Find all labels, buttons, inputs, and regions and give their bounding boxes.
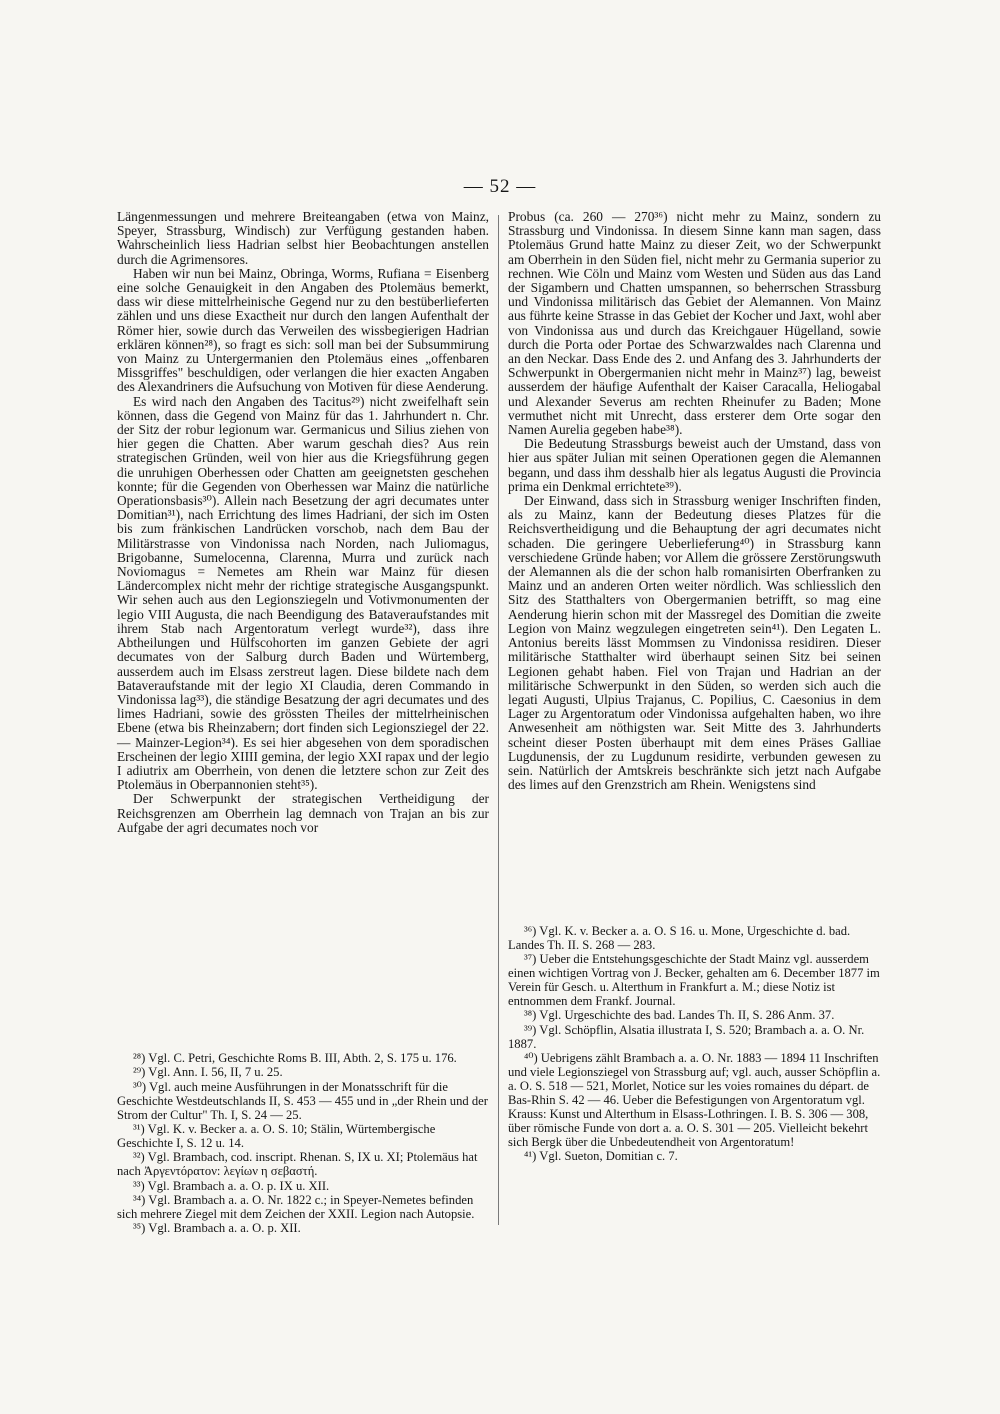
footnote: ²⁹) Vgl. Ann. I. 56, II, 7 u. 25. xyxy=(133,1065,283,1080)
footnote: ⁴⁰) Uebrigens zählt Brambach a. a. O. Nr. 1883 — 1894 11 Inschriften und viele Legionsziegel von Strassburg auf; vgl. auch, ausser Schöpflin a. a. O. S. 518 — 521, Morlet, Notice sur les voies romaines du départ. de Bas-Rhin S. 42 — 46. Ueber die Befestigungen von Argentoratum vgl. Krauss: Kunst und Alterthum in Elsass-Lothringen. I. B. S. 306 — 308, über römische Funde von dort a. a. O. S. 301 — 205. Vielleicht bekehrt sich Bergk über die Unbedeutendheit von Argentoratum! xyxy=(508,1051,881,1149)
left-paragraph: Längenmessungen und mehrere Breiteangaben (etwa von Mainz, Speyer, Strassburg, Windisch) zur Verfügung gestanden haben. Wahrscheinlich liess Hadrian selbst hier Beobachtungen anstellen durch die Agrimensores. xyxy=(117,209,489,267)
footnote: ²⁸) Vgl. C. Petri, Geschichte Roms B. III, Abth. 2, S. 175 u. 176. xyxy=(133,1051,457,1065)
right-column xyxy=(508,210,881,792)
column-divider xyxy=(498,215,499,1225)
page-number: — 52 — xyxy=(463,176,537,197)
footnote: ³⁸) Vgl. Urgeschichte des bad. Landes Th. II, S. 286 Anm. 37. xyxy=(524,1008,835,1023)
footnote: ³⁵) Vgl. Brambach a. a. O. p. XII. xyxy=(133,1221,301,1236)
footnote: ³³) Vgl. Brambach a. a. O. p. IX u. XII. xyxy=(133,1178,330,1193)
footnote: ³⁷) Ueber die Entstehungsgeschichte der Stadt Mainz vgl. ausserdem einen wichtigen Vortrag von J. Becker, gehalten am 6. December 1877 im Verein für Gesch. u. Alterthum in Frankfurt a. M.; diese Notiz ist entnommen dem Frankf. Journal. xyxy=(508,952,880,1009)
footnote: ³⁶) Vgl. K. v. Becker a. a. O. S 16. u. Mone, Urgeschichte d. bad. Landes Th. II. S. 268 — 283. xyxy=(508,924,851,952)
left-column xyxy=(117,210,489,835)
footnote: ³¹) Vgl. K. v. Becker a. a. O. S. 10; Stälin, Würtembergische Geschichte I, S. 12 u. 14. xyxy=(117,1122,436,1150)
left-paragraph: Es wird nach den Angaben des Tacitus²⁹) nicht zweifelhaft sein können, dass die Gegend von Mainz für das 1. Jahrhundert n. Chr. der Sitz der robur legionum war. Germanicus und Silius ziehen von hier gegen die Chatten. Aber warum geschah dies? Aus rein strategischen Gründen, weil von hier aus die Kriegsführung gegen die unruhigen Oberhessen oder Chatten am geeignetsten geschehen konnte; für die Gegenden von Oberhessen war Mainz die natürliche Operationsbasis³⁰). Allein nach Besetzung der agri decumates unter Domitian³¹), nach Errichtung des limes Hadriani, der sich im Osten bis zum fränkischen Landrücken vorschob, nach dem Bau der Militärstrasse von Vindonissa nach Norden, nach Juliomagus, Brigobanne, Sumelocenna, Clarenna, Murra und zurück nach Noviomagus = Nemetes am Rhein war Mainz für diesen Ländercomplex nicht mehr der richtige strategische Ausgangspunkt. Wir sehen auch aus den Legionsziegeln und Votivmonumenten der legio VIII Augusta, die nach Beendigung des Bataveraufstandes mit ihrem Stab nach Argentoratum verlegt wurde³²), dass ihre Abtheilungen und Hülfscohorten im ganzen Gebiete der agri decumates von der Salburg durch Baden und Würtemberg, ausserdem auch im Elsass zerstreut lagen. Diese bildete nach dem Bataveraufstande mit der legio XI Claudia, deren Commando in Vindonissa lag³³), die ständige Besatzung der agri decumates und des limes Hadriani, sowie des grössten Theiles der mittelrheinischen Ebene (etwa bis Rheinzabern; dort finden sich Legionsziegel der 22. — Mainzer-Legion³⁴). Es sei hier abgesehen von dem sporadischen Erscheinen der legio XIIII gemina, der legio XXI rapax und der legio I adiutrix am Oberrhein, von denen die letztere schon zur Zeit des Ptolemäus in Oberpannonien steht³⁵). xyxy=(117,393,489,793)
right-footnotes xyxy=(508,925,881,1164)
right-paragraph: Probus (ca. 260 — 270³⁶) nicht mehr zu Mainz, sondern zu Strassburg und Vindonissa. In diesem Sinne kann man sagen, dass Ptolemäus Grund hatte Mainz zu dieser Zeit, wo der Schwerpunkt am Oberrhein in den Süden fiel, nicht mehr zu Germania superior zu rechnen. Wie Cöln und Mainz vom Westen und Süden aus das Land der Sigambern und Chatten umspannen, so beherrschen Strassburg und Vindonissa militärisch das Gebiet der Alemannen. Von Mainz aus führte keine Strasse in das Gebiet der Kocher und Jaxt, wohl aber von Vindonissa aus und durch das Kreichgauer Hügelland, sowie durch die Porta oder Portae des Schwarzwaldes nach Clarenna und an den Neckar. Dass Ende des 2. und Anfang des 3. Jahrhunderts der Schwerpunkt in Obergermanien nicht mehr in Mainz³⁷) lag, beweist ausserdem der häufige Aufenthalt der Kaiser Caracalla, Heliogabal und Alexander Severus am rechten Rheinufer zu Baden; Mone vermuthet nicht mit Unrecht, dass ersterer dem Orte sogar den Namen Aurelia gegeben habe³⁸). xyxy=(508,209,881,438)
footnote: ³⁴) Vgl. Brambach a. a. O. Nr. 1822 c.; in Speyer-Nemetes befinden sich mehrere Ziegel mit dem Zeichen der XXII. Legion nach Autopsie. xyxy=(117,1193,475,1221)
left-paragraph: Haben wir nun bei Mainz, Obringa, Worms, Rufiana = Eisenberg eine solche Genauigkeit in den Angaben des Ptolemäus bemerkt, dass wir diese mittelrheinische Gegend nur zu den bestüberlieferten zählen und uns diese Exactheit nur durch den langen Aufenthalt der Römer hier, sowie durch das Verweilen des wissbegierigen Hadrian erklären können²⁸), so fragt es sich: soll man bei der Subsummirung von Mainz zu Untergermanien den Ptolemäus eines „offenbaren Missgriffes" beschuldigen, oder verlangen die hier exacten Angaben des Alexandriners die Aufsuchung von Motiven für diese Aenderung. xyxy=(117,265,489,395)
footnote: ³²) Vgl. Brambach, cod. inscript. Rhenan. S, IX u. XI; Ptolemäus hat nach Ἀργεντόρατον: λεγίων η σεβαστή. xyxy=(117,1150,478,1179)
right-paragraph: Die Bedeutung Strassburgs beweist auch der Umstand, dass von hier aus später Julian mit seinen Operationen gegen die Alemannen begann, und dass ihm desshalb hier als legatus Augusti die Provincia prima ein Denkmal errichtete³⁹). xyxy=(508,436,881,494)
left-footnotes xyxy=(117,1052,489,1237)
footnote: ³⁰) Vgl. auch meine Ausführungen in der Monatsschrift für die Geschichte Westdeutschlands II, S. 453 — 455 und in „der Rhein und der Strom der Cultur" Th. I, S. 24 — 25. xyxy=(117,1079,488,1122)
footnote: ³⁹) Vgl. Schöpflin, Alsatia illustrata I, S. 520; Brambach a. a. O. Nr. 1887. xyxy=(508,1022,865,1051)
footnote: ⁴¹) Vgl. Sueton, Domitian c. 7. xyxy=(524,1149,678,1163)
right-paragraph: Der Einwand, dass sich in Strassburg weniger Inschriften finden, als zu Mainz, kann der Bedeutung dieses Platzes für die Reichsvertheidigung und die Behauptung der agri decumates nicht schaden. Die geringere Ueberlieferung⁴⁰) in Strassburg kann verschiedene Gründe haben; vor Allem die grössere Zerstörungswuth der Alemannen als die der schon halb romanisirten Oberfranken zu Mainz und an anderen Orten weiter nördlich. Was schliesslich den Sitz des Statthalters von Obergermanien betrifft, so mag eine Aenderung hierin schon mit der Massregel des Domitian die zweite Legion von Mainz wegzulegen eingetreten sein⁴¹). Den Legaten L. Antonius bereits lässt Mommsen zu Vindonissa residiren. Dieser militärische Statthalter wird überhaupt seinen Sitz bei seinen Legionen gehabt haben. Fiel von Trajan und Hadrian an der militärische Schwerpunkt in den Süden, so werden sich auch die legati Augusti, Ulpius Trajanus, C. Popilius, C. Caesonius in dem Lager zu Argentoratum oder Vindonissa aufgehalten haben, wo ihre Anwesenheit am nöthigsten war. Seit Mitte des 3. Jahrhunderts scheint dieser Posten überhaupt mit dem eines Präses Galliae Lugdunensis, der zu Lugdunum residirte, verbunden gewesen zu sein. Natürlich der Amtskreis beschränkte sich jetzt nach Aufgabe des limes auf den Grenzstrich am Rhein. Wenigstens sind xyxy=(508,493,881,793)
left-paragraph: Der Schwerpunkt der strategischen Vertheidigung der Reichsgrenzen am Oberrhein lag demnach von Trajan an bis zur Aufgabe der agri decumates noch vor xyxy=(117,791,489,835)
